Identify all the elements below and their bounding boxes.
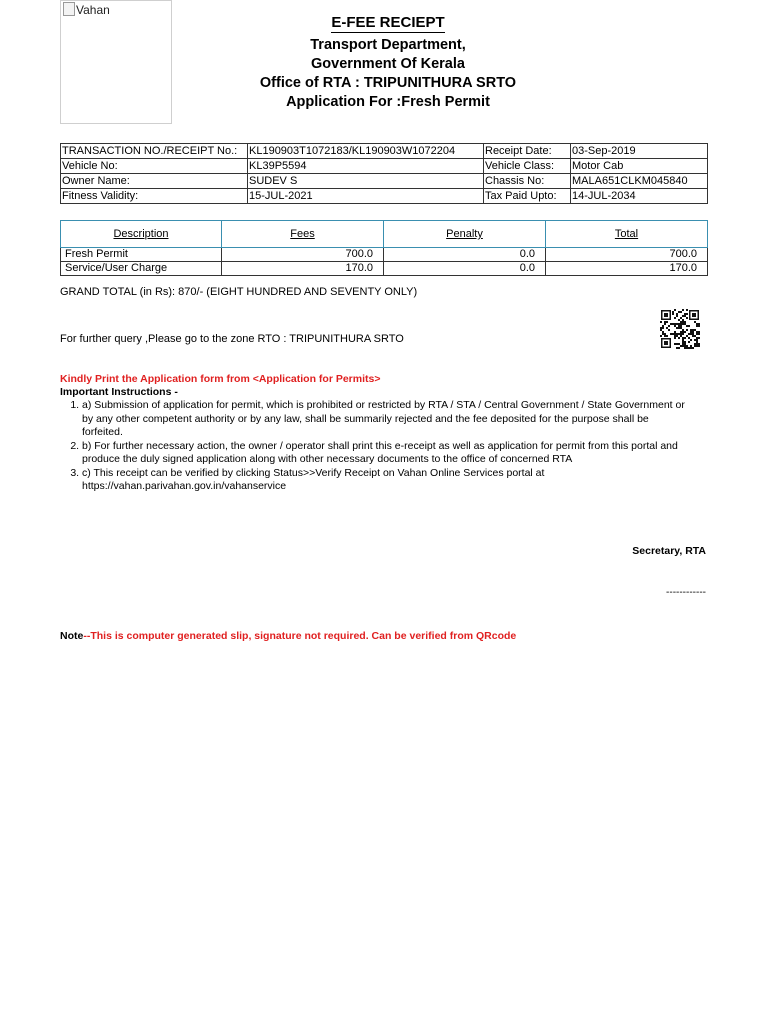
info-label: Receipt Date: <box>484 144 571 159</box>
info-value: SUDEV S <box>248 174 484 189</box>
total-amount: 700.0 <box>546 248 708 262</box>
instructions-list <box>60 399 692 494</box>
list-item: 1. a) Submission of application for permit, which is prohibited or restricted by RTA / STA / Central Government / State Government or by any other competent authority or by any law, shall be summarily rejected and the fee deposited for the purpose shall be forfeited. <box>82 399 692 440</box>
column-header-penalty: Penalty <box>384 221 546 248</box>
table-row <box>61 248 708 262</box>
info-value: MALA651CLKM045840 <box>571 174 708 189</box>
penalty-amount: 0.0 <box>384 262 546 276</box>
receipt-header <box>180 14 596 112</box>
fee-description: Service/User Charge <box>61 262 222 276</box>
info-value: Motor Cab <box>571 159 708 174</box>
list-item: 3. c) This receipt can be verified by clicking Status>>Verify Receipt on Vahan Online Services portal at https://vahan.parivahan.gov.in/vahanservice <box>82 467 692 494</box>
fee-amount: 700.0 <box>222 248 384 262</box>
note-text: --This is computer generated slip, signature not required. Can be verified from QRcode <box>83 630 517 642</box>
info-label: Tax Paid Upto: <box>484 189 571 204</box>
table-row <box>61 262 708 276</box>
department-name: Transport Department, <box>310 37 466 53</box>
info-label: Owner Name: <box>61 174 248 189</box>
vahan-logo <box>60 0 172 124</box>
print-application-notice: Kindly Print the Application form from <Application for Permits> <box>60 373 381 385</box>
fees-table <box>60 220 708 276</box>
receipt-title: E-FEE RECIEPT <box>331 14 445 31</box>
info-label: Fitness Validity: <box>61 189 248 204</box>
table-row <box>61 189 708 204</box>
table-row <box>61 174 708 189</box>
qr-code-icon <box>660 309 700 349</box>
signature-line: ------------ <box>666 587 706 598</box>
government-name: Government Of Kerala <box>311 56 465 72</box>
info-label: Chassis No: <box>484 174 571 189</box>
info-value: 14-JUL-2034 <box>571 189 708 204</box>
list-item: 2. b) For further necessary action, the owner / operator shall print this e-receipt as well as application for permit from this portal and produce the duly signed application along with other necessary documents to the office of concerned RTA <box>82 440 692 467</box>
table-row <box>61 159 708 174</box>
fees-header-row <box>61 221 708 248</box>
broken-image-icon <box>63 2 75 16</box>
column-header-description: Description <box>61 221 222 248</box>
info-value: 03-Sep-2019 <box>571 144 708 159</box>
column-header-total: Total <box>546 221 708 248</box>
fee-amount: 170.0 <box>222 262 384 276</box>
info-value: KL190903T1072183/KL190903W1072204 <box>248 144 484 159</box>
computer-generated-note <box>60 630 516 642</box>
query-text: For further query ,Please go to the zone RTO : TRIPUNITHURA SRTO <box>60 333 404 345</box>
fee-description: Fresh Permit <box>61 248 222 262</box>
info-label: TRANSACTION NO./RECEIPT No.: <box>61 144 248 159</box>
instructions-title: Important Instructions - <box>60 386 178 398</box>
table-row <box>61 144 708 159</box>
info-value: 15-JUL-2021 <box>248 189 484 204</box>
logo-alt-text: Vahan <box>76 3 110 17</box>
column-header-fees: Fees <box>222 221 384 248</box>
receipt-info-table <box>60 143 708 204</box>
secretary-signature-label: Secretary, RTA <box>632 545 706 557</box>
total-amount: 170.0 <box>546 262 708 276</box>
office-name: Office of RTA : TRIPUNITHURA SRTO <box>259 75 517 91</box>
penalty-amount: 0.0 <box>384 248 546 262</box>
grand-total: GRAND TOTAL (in Rs): 870/- (EIGHT HUNDRED AND SEVENTY ONLY) <box>60 286 418 298</box>
note-label: Note <box>60 630 84 642</box>
info-value: KL39P5594 <box>248 159 484 174</box>
info-label: Vehicle No: <box>61 159 248 174</box>
info-label: Vehicle Class: <box>484 159 571 174</box>
application-type: Application For :Fresh Permit <box>286 94 490 110</box>
